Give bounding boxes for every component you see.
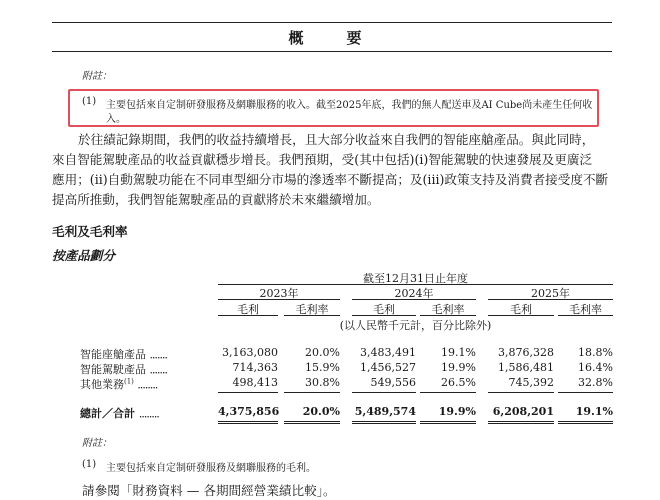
footer-reference: 請參閱「財務資料 — 各期間經營業績比較」。 bbox=[82, 483, 336, 498]
table-cell: 26.5% bbox=[441, 376, 476, 389]
year-2023: 2023年 bbox=[259, 287, 299, 300]
subtotal-rule bbox=[352, 392, 416, 393]
subtotal-rule bbox=[488, 392, 554, 393]
paragraph-line: 於往績記錄期間，我們的收益持續增長，且大部分收益來自我們的智能座艙產品。與此同時， bbox=[78, 132, 595, 147]
title-rule-bottom bbox=[52, 51, 612, 52]
row-label bbox=[80, 361, 173, 377]
row-label-text: 智能駕駛產品 bbox=[80, 363, 146, 376]
total-double-rule bbox=[284, 421, 340, 424]
subtotal-rule bbox=[420, 392, 476, 393]
footnote-ref: (1) bbox=[124, 377, 134, 386]
row-label-text: 智能座艙產品 bbox=[80, 348, 146, 361]
paragraph-line: 應用；(ii)自動駕駛功能在不同車型細分市場的滲透率不斷提高；及(iii)政策支持及消費者接受度不斷 bbox=[52, 172, 609, 187]
table-cell: 549,556 bbox=[370, 376, 416, 389]
col-underline bbox=[352, 315, 416, 316]
table-cell: 30.8% bbox=[305, 376, 340, 389]
total-double-rule bbox=[488, 421, 554, 424]
table-cell: 3,163,080 bbox=[222, 346, 278, 359]
col-underline bbox=[284, 315, 340, 316]
paragraph-line: 提高所推動，我們智能駕駛產品的貢獻將於未來繼續增加。 bbox=[52, 192, 380, 207]
year-underline bbox=[352, 299, 476, 300]
col-gross-profit: 毛利 bbox=[510, 303, 532, 316]
leader-dots: ．．．．．．． bbox=[149, 348, 173, 361]
note-text-line1: 主要包括來自定制研發服務及網聯服務的收入。截至2025年底，我們的無人配送車及AI Cube尚未產生任何收 bbox=[106, 100, 593, 111]
year-underline bbox=[218, 299, 340, 300]
table-cell: 15.9% bbox=[305, 361, 340, 374]
notes-top-header: 附註： bbox=[82, 71, 112, 82]
leader-dots: ．．．．．．． bbox=[149, 363, 173, 376]
total-cell: 6,208,201 bbox=[492, 405, 554, 418]
table-cell: 19.1% bbox=[441, 346, 476, 359]
sub-heading: 按產品劃分 bbox=[52, 248, 115, 263]
page-title: 概 要 bbox=[288, 29, 376, 47]
year-underline bbox=[488, 299, 613, 300]
total-cell: 4,375,856 bbox=[218, 405, 280, 418]
subtotal-rule bbox=[284, 392, 340, 393]
note-text: 主要包括來自定制研發服務及網聯服務的毛利。 bbox=[106, 463, 316, 474]
table-cell: 32.8% bbox=[578, 376, 613, 389]
table-cell: 714,363 bbox=[232, 361, 278, 374]
row-label bbox=[80, 346, 173, 362]
col-underline bbox=[420, 315, 476, 316]
col-gross-profit: 毛利 bbox=[237, 303, 259, 316]
col-underline bbox=[558, 315, 613, 316]
leader-dots: ．．．．．．．． bbox=[137, 378, 163, 391]
col-margin: 毛利率 bbox=[431, 303, 465, 316]
table-cell: 18.8% bbox=[578, 346, 613, 359]
table-cell: 745,392 bbox=[508, 376, 554, 389]
total-double-rule bbox=[558, 421, 613, 424]
table-cell: 20.0% bbox=[305, 346, 340, 359]
row-label-text: 其他業務 bbox=[80, 378, 124, 391]
col-gross-profit: 毛利 bbox=[373, 303, 395, 316]
paragraph-line: 來自智能駕駛產品的收益貢獻穩步增長。我們預期，受(其中包括)(i)智能駕駛的快速發展及更廣泛 bbox=[52, 152, 593, 167]
year-2025: 2025年 bbox=[531, 287, 570, 300]
total-double-rule bbox=[352, 421, 416, 424]
unit-note: (以人民幣千元計，百分比除外) bbox=[339, 319, 492, 332]
table-cell: 3,483,491 bbox=[360, 346, 416, 359]
note-number: (1) bbox=[82, 96, 97, 107]
note-text-line2: 入。 bbox=[106, 114, 126, 125]
total-double-rule bbox=[420, 421, 476, 424]
notes-bottom-header: 附註： bbox=[82, 438, 112, 449]
col-margin: 毛利率 bbox=[569, 303, 602, 316]
subtotal-rule bbox=[218, 392, 278, 393]
note-number: (1) bbox=[82, 459, 97, 470]
total-cell: 19.1% bbox=[575, 405, 613, 418]
row-label bbox=[80, 376, 163, 392]
total-cell: 19.9% bbox=[438, 405, 476, 418]
table-cell: 1,456,527 bbox=[360, 361, 416, 374]
period-header: 截至12月31日止年度 bbox=[363, 272, 468, 285]
table-cell: 3,876,328 bbox=[498, 346, 554, 359]
leader-dots: ．．．．．．．． bbox=[138, 407, 165, 420]
total-double-rule bbox=[218, 421, 278, 424]
total-label-text: 總計／合計 bbox=[80, 407, 135, 420]
title-rule-top bbox=[52, 22, 612, 23]
table-cell: 1,586,481 bbox=[498, 361, 554, 374]
subtotal-rule bbox=[558, 392, 613, 393]
table-cell: 19.9% bbox=[441, 361, 476, 374]
table-cell: 16.4% bbox=[578, 361, 613, 374]
col-underline bbox=[218, 315, 278, 316]
section-heading: 毛利及毛利率 bbox=[52, 224, 128, 239]
col-underline bbox=[488, 315, 554, 316]
total-label bbox=[80, 405, 164, 421]
summary-paragraph bbox=[52, 130, 618, 210]
year-2024: 2024年 bbox=[394, 287, 434, 300]
total-cell: 20.0% bbox=[302, 405, 340, 418]
table-cell: 498,413 bbox=[232, 376, 278, 389]
total-cell: 5,489,574 bbox=[354, 405, 416, 418]
col-margin: 毛利率 bbox=[295, 303, 329, 316]
